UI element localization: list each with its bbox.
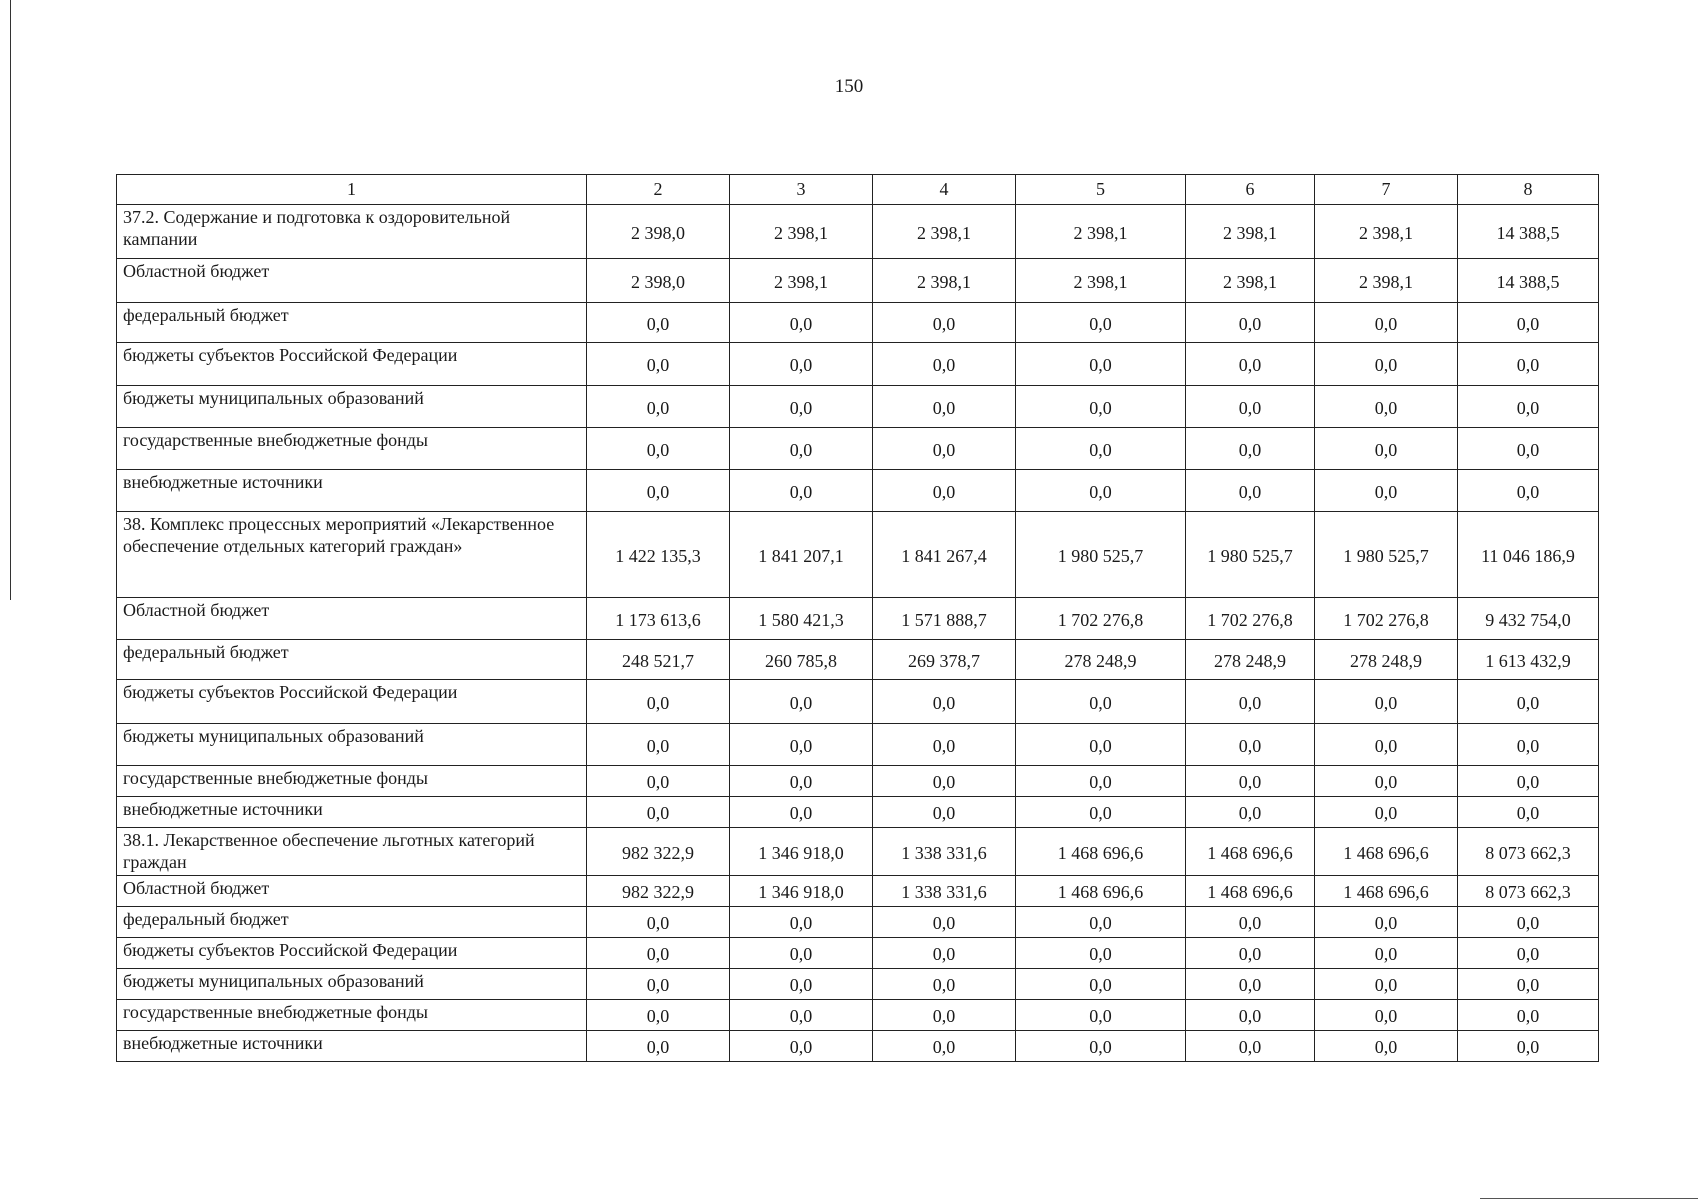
table-cell: 1 422 135,3: [587, 512, 730, 598]
table-cell: 1 580 421,3: [730, 598, 873, 640]
table-row: [117, 259, 1599, 303]
scan-artifact-line: [1480, 1198, 1698, 1199]
table-cell: 0,0: [1315, 969, 1458, 1000]
table-cell: 2 398,1: [1315, 205, 1458, 259]
table-cell: 0,0: [1458, 470, 1599, 512]
row-label: бюджеты субъектов Российской Федерации: [117, 938, 587, 969]
row-label: бюджеты муниципальных образований: [117, 386, 587, 428]
table-cell: 278 248,9: [1186, 640, 1315, 680]
table-row: [117, 343, 1599, 386]
table-cell: 0,0: [1458, 303, 1599, 343]
table-cell: 0,0: [1016, 1000, 1186, 1031]
table-cell: 2 398,1: [1186, 259, 1315, 303]
table-cell: 0,0: [1186, 724, 1315, 766]
table-cell: 0,0: [1458, 680, 1599, 724]
table-cell: 0,0: [587, 303, 730, 343]
column-header: 1: [117, 175, 587, 205]
table-cell: 0,0: [873, 428, 1016, 470]
table-cell: 0,0: [730, 938, 873, 969]
table-cell: 0,0: [1458, 907, 1599, 938]
table-cell: 0,0: [1186, 343, 1315, 386]
table-cell: 2 398,1: [1016, 205, 1186, 259]
table-row: [117, 470, 1599, 512]
table-cell: 0,0: [1186, 470, 1315, 512]
table-cell: 1 468 696,6: [1186, 828, 1315, 876]
table-row: [117, 512, 1599, 598]
table-cell: 0,0: [1315, 428, 1458, 470]
table-cell: 0,0: [873, 969, 1016, 1000]
table-cell: 0,0: [730, 1031, 873, 1062]
row-label: внебюджетные источники: [117, 797, 587, 828]
table-row: [117, 205, 1599, 259]
table-cell: 0,0: [1016, 1031, 1186, 1062]
table-cell: 0,0: [730, 428, 873, 470]
row-label: 38. Комплекс процессных мероприятий «Лекарственное обеспечение отдельных категорий граждан»: [117, 512, 587, 598]
table-cell: 0,0: [730, 969, 873, 1000]
table-cell: 1 468 696,6: [1315, 828, 1458, 876]
table-cell: 0,0: [1016, 907, 1186, 938]
table-cell: 0,0: [730, 1000, 873, 1031]
table-cell: 0,0: [1016, 724, 1186, 766]
table-row: [117, 680, 1599, 724]
table-cell: 1 571 888,7: [873, 598, 1016, 640]
table-cell: 0,0: [587, 680, 730, 724]
row-label: федеральный бюджет: [117, 303, 587, 343]
table-cell: 0,0: [1186, 303, 1315, 343]
table-cell: 982 322,9: [587, 876, 730, 907]
table-cell: 0,0: [1458, 797, 1599, 828]
table-cell: 0,0: [587, 724, 730, 766]
table-cell: 0,0: [1016, 938, 1186, 969]
table-cell: 1 613 432,9: [1458, 640, 1599, 680]
table-row: [117, 598, 1599, 640]
table-cell: 0,0: [1315, 1031, 1458, 1062]
table-cell: 0,0: [1458, 938, 1599, 969]
table-header-row: [117, 175, 1599, 205]
table-cell: 278 248,9: [1016, 640, 1186, 680]
table-cell: 248 521,7: [587, 640, 730, 680]
table-cell: 0,0: [1186, 766, 1315, 797]
table-cell: 0,0: [1016, 470, 1186, 512]
table-cell: 0,0: [1186, 428, 1315, 470]
row-label: государственные внебюджетные фонды: [117, 766, 587, 797]
column-header: 5: [1016, 175, 1186, 205]
table-cell: 1 468 696,6: [1186, 876, 1315, 907]
column-header: 8: [1458, 175, 1599, 205]
table-cell: 278 248,9: [1315, 640, 1458, 680]
table-cell: 0,0: [1458, 724, 1599, 766]
table-cell: 1 468 696,6: [1016, 828, 1186, 876]
table-cell: 0,0: [1315, 797, 1458, 828]
table-cell: 9 432 754,0: [1458, 598, 1599, 640]
table-cell: 0,0: [1186, 680, 1315, 724]
table-cell: 0,0: [1315, 470, 1458, 512]
table-cell: 0,0: [873, 386, 1016, 428]
table-cell: 0,0: [1315, 938, 1458, 969]
table-cell: 2 398,1: [730, 259, 873, 303]
table-cell: 1 980 525,7: [1016, 512, 1186, 598]
table-cell: 0,0: [587, 907, 730, 938]
table-cell: 0,0: [730, 303, 873, 343]
column-header: 6: [1186, 175, 1315, 205]
row-label: федеральный бюджет: [117, 907, 587, 938]
table-body: [117, 175, 1599, 1062]
table-row: [117, 969, 1599, 1000]
row-label: бюджеты муниципальных образований: [117, 724, 587, 766]
table-cell: 0,0: [1016, 766, 1186, 797]
table-cell: 2 398,1: [873, 259, 1016, 303]
table-cell: 0,0: [873, 724, 1016, 766]
table-cell: 0,0: [1458, 343, 1599, 386]
row-label: 38.1. Лекарственное обеспечение льготных категорий граждан: [117, 828, 587, 876]
table-cell: 8 073 662,3: [1458, 876, 1599, 907]
table-cell: 0,0: [1186, 797, 1315, 828]
table-cell: 0,0: [587, 1031, 730, 1062]
table-cell: 0,0: [1016, 303, 1186, 343]
table-cell: 0,0: [730, 766, 873, 797]
page-number: 150: [834, 76, 864, 97]
table-cell: 1 980 525,7: [1186, 512, 1315, 598]
table-cell: 0,0: [587, 428, 730, 470]
table-cell: 0,0: [587, 343, 730, 386]
table-cell: 2 398,0: [587, 205, 730, 259]
row-label: внебюджетные источники: [117, 470, 587, 512]
table-cell: 0,0: [587, 938, 730, 969]
table-cell: 1 468 696,6: [1016, 876, 1186, 907]
table-cell: 0,0: [1315, 680, 1458, 724]
table-cell: 0,0: [873, 470, 1016, 512]
table-row: [117, 876, 1599, 907]
table-row: [117, 640, 1599, 680]
table-row: [117, 797, 1599, 828]
column-header: 3: [730, 175, 873, 205]
table-cell: 0,0: [873, 907, 1016, 938]
row-label: федеральный бюджет: [117, 640, 587, 680]
table-cell: 1 702 276,8: [1016, 598, 1186, 640]
row-label: 37.2. Содержание и подготовка к оздоровительной кампании: [117, 205, 587, 259]
table-cell: 0,0: [873, 766, 1016, 797]
row-label: Областной бюджет: [117, 259, 587, 303]
table-cell: 0,0: [730, 907, 873, 938]
table-cell: 0,0: [1016, 428, 1186, 470]
table-cell: 1 841 267,4: [873, 512, 1016, 598]
table-cell: 0,0: [730, 343, 873, 386]
table-cell: 1 346 918,0: [730, 876, 873, 907]
row-label: внебюджетные источники: [117, 1031, 587, 1062]
table-cell: 0,0: [1458, 1000, 1599, 1031]
table-row: [117, 724, 1599, 766]
table-cell: 0,0: [1016, 969, 1186, 1000]
table-cell: 0,0: [730, 470, 873, 512]
table-row: [117, 386, 1599, 428]
table-cell: 0,0: [1186, 907, 1315, 938]
table-cell: 1 841 207,1: [730, 512, 873, 598]
table-cell: 0,0: [1186, 969, 1315, 1000]
table-cell: 0,0: [730, 680, 873, 724]
table-cell: 0,0: [873, 1000, 1016, 1031]
row-label: государственные внебюджетные фонды: [117, 1000, 587, 1031]
table-row: [117, 938, 1599, 969]
table-cell: 1 702 276,8: [1315, 598, 1458, 640]
table-row: [117, 303, 1599, 343]
table-cell: 0,0: [1016, 386, 1186, 428]
table-cell: 1 702 276,8: [1186, 598, 1315, 640]
table-cell: 0,0: [1458, 766, 1599, 797]
table-cell: 0,0: [1315, 907, 1458, 938]
table-cell: 0,0: [873, 680, 1016, 724]
table-cell: 0,0: [1186, 1000, 1315, 1031]
table-cell: 0,0: [873, 1031, 1016, 1062]
table-cell: 0,0: [1315, 343, 1458, 386]
table-row: [117, 428, 1599, 470]
table-cell: 0,0: [587, 969, 730, 1000]
table-cell: 0,0: [1016, 797, 1186, 828]
column-header: 4: [873, 175, 1016, 205]
table-cell: 2 398,1: [873, 205, 1016, 259]
budget-table: [116, 174, 1599, 1062]
table-cell: 2 398,1: [730, 205, 873, 259]
table-cell: 269 378,7: [873, 640, 1016, 680]
table-cell: 0,0: [587, 766, 730, 797]
table-row: [117, 1031, 1599, 1062]
table-cell: 14 388,5: [1458, 205, 1599, 259]
table-cell: 0,0: [730, 724, 873, 766]
table-cell: 1 468 696,6: [1315, 876, 1458, 907]
table-cell: 0,0: [587, 470, 730, 512]
table-cell: 0,0: [873, 938, 1016, 969]
row-label: бюджеты муниципальных образований: [117, 969, 587, 1000]
row-label: государственные внебюджетные фонды: [117, 428, 587, 470]
table-cell: 0,0: [1458, 428, 1599, 470]
table-cell: 0,0: [1458, 1031, 1599, 1062]
table-cell: 0,0: [1186, 386, 1315, 428]
table-cell: 14 388,5: [1458, 259, 1599, 303]
table-row: [117, 766, 1599, 797]
table-cell: 2 398,0: [587, 259, 730, 303]
row-label: Областной бюджет: [117, 876, 587, 907]
table-cell: 0,0: [873, 343, 1016, 386]
table-cell: 0,0: [1186, 938, 1315, 969]
table-cell: 0,0: [730, 797, 873, 828]
table-cell: 0,0: [1315, 724, 1458, 766]
table-cell: 0,0: [1458, 969, 1599, 1000]
column-header: 7: [1315, 175, 1458, 205]
table-cell: 11 046 186,9: [1458, 512, 1599, 598]
table-cell: 8 073 662,3: [1458, 828, 1599, 876]
table-cell: 1 338 331,6: [873, 828, 1016, 876]
table-cell: 2 398,1: [1315, 259, 1458, 303]
table-cell: 0,0: [1315, 303, 1458, 343]
table-cell: 1 346 918,0: [730, 828, 873, 876]
table-cell: 260 785,8: [730, 640, 873, 680]
table-row: [117, 907, 1599, 938]
table-cell: 2 398,1: [1016, 259, 1186, 303]
table-cell: 0,0: [1186, 1031, 1315, 1062]
table-cell: 0,0: [873, 303, 1016, 343]
table-cell: 0,0: [1016, 343, 1186, 386]
row-label: бюджеты субъектов Российской Федерации: [117, 680, 587, 724]
row-label: Областной бюджет: [117, 598, 587, 640]
table-cell: 1 173 613,6: [587, 598, 730, 640]
table-cell: 0,0: [730, 386, 873, 428]
table-cell: 0,0: [1315, 766, 1458, 797]
table-row: [117, 828, 1599, 876]
column-header: 2: [587, 175, 730, 205]
table-cell: 1 980 525,7: [1315, 512, 1458, 598]
row-label: бюджеты субъектов Российской Федерации: [117, 343, 587, 386]
table-cell: 0,0: [1016, 680, 1186, 724]
table-cell: 0,0: [587, 386, 730, 428]
table-cell: 0,0: [1315, 1000, 1458, 1031]
table-cell: 0,0: [587, 797, 730, 828]
table-cell: 1 338 331,6: [873, 876, 1016, 907]
table-cell: 2 398,1: [1186, 205, 1315, 259]
table-cell: 0,0: [873, 797, 1016, 828]
table-cell: 982 322,9: [587, 828, 730, 876]
table-cell: 0,0: [1315, 386, 1458, 428]
table-row: [117, 1000, 1599, 1031]
table-cell: 0,0: [587, 1000, 730, 1031]
table-cell: 0,0: [1458, 386, 1599, 428]
